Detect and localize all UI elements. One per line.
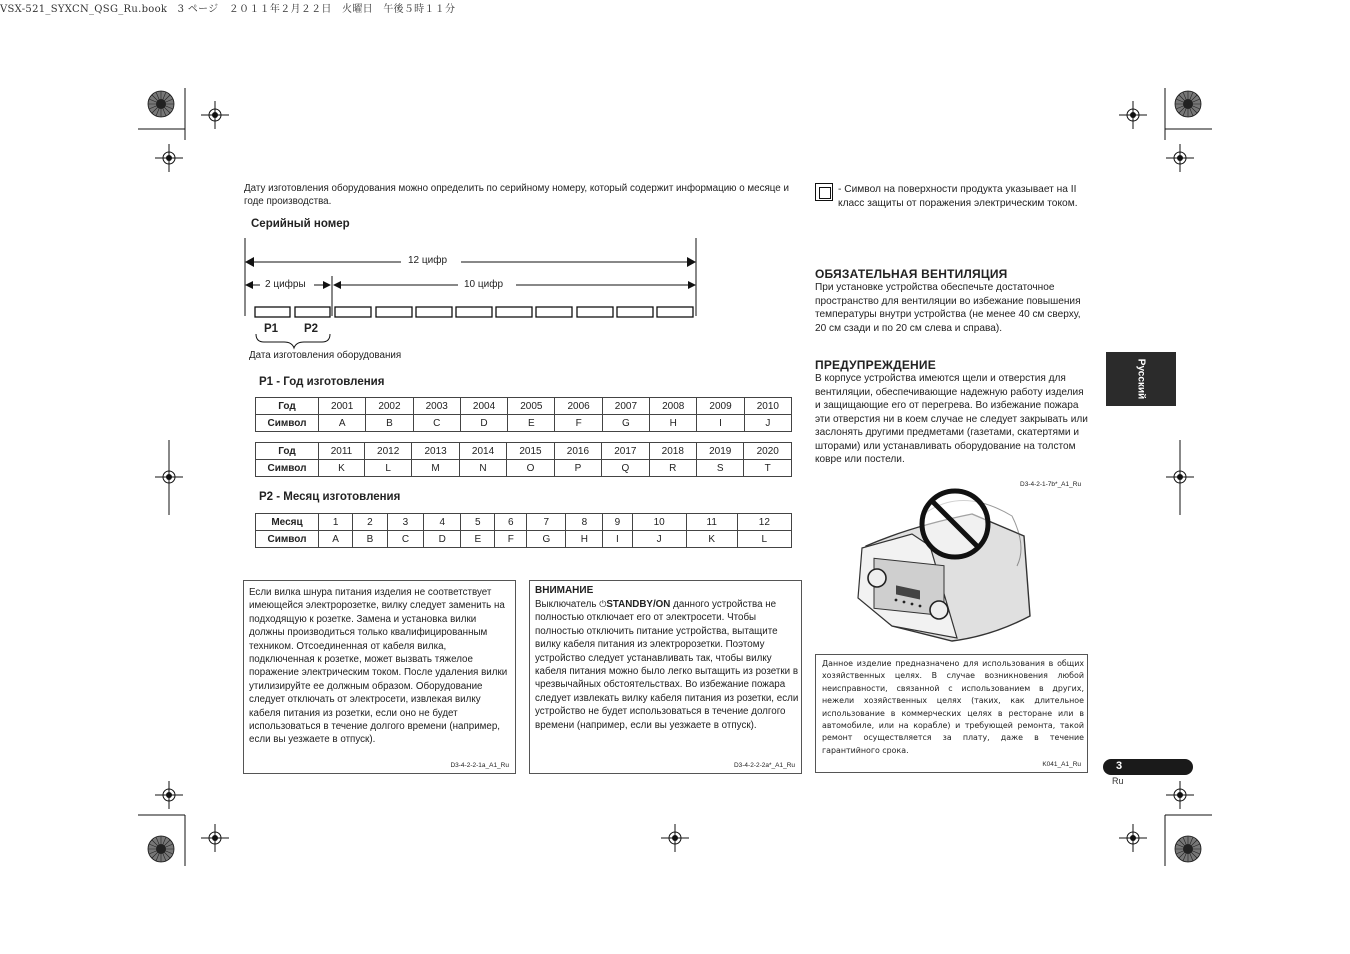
- table-cell: G: [602, 415, 649, 432]
- row-header-symbol: Символ: [256, 415, 319, 432]
- table-cell: 5: [461, 514, 495, 531]
- table-cell: 2010: [744, 398, 791, 415]
- table-cell: C: [387, 531, 424, 548]
- table-cell: 7: [527, 514, 566, 531]
- attention-text-before: Выключатель: [535, 599, 600, 610]
- table-cell: 2013: [412, 443, 459, 460]
- serial-number-diagram: [236, 236, 706, 366]
- plug-notice-box: [243, 580, 516, 774]
- row-header-year: Год: [256, 398, 319, 415]
- plug-notice-code: D3-4-2-2-1a_A1_Ru: [450, 762, 509, 769]
- power-icon: ⏻: [599, 599, 607, 609]
- table-cell: E: [461, 531, 495, 548]
- table-cell: 2020: [744, 443, 792, 460]
- table-row: [256, 460, 792, 477]
- table-cell: 2005: [508, 398, 555, 415]
- warning-title: ПРЕДУПРЕЖДЕНИЕ: [815, 358, 936, 372]
- warning-text: В корпусе устройства имеются щели и отверстия для вентиляции, обеспечивающие надежную работу изделия и защищающие его от перегрева. Во избежание пожара эти отверстия ни в коем случае не следует закрывать или заслонять другими предметами (газетами, скатертями и шторами) или устанавливать оборудование на толстом ковре или постели.: [815, 373, 1088, 465]
- table-cell: 10: [632, 514, 686, 531]
- table-cell: 2017: [602, 443, 649, 460]
- table-cell: 2014: [459, 443, 506, 460]
- table-cell: I: [603, 531, 632, 548]
- table-cell: N: [459, 460, 506, 477]
- page-language: Ru: [1112, 776, 1124, 786]
- table-cell: I: [697, 415, 744, 432]
- table-cell: A: [319, 415, 366, 432]
- table-cell: K: [319, 460, 365, 477]
- table-cell: 2002: [366, 398, 413, 415]
- table-cell: 2016: [554, 443, 601, 460]
- table-row: [256, 415, 792, 432]
- label-10-digits: 10 цифр: [464, 279, 504, 290]
- row-header-month: Месяц: [256, 514, 319, 531]
- table-cell: P: [554, 460, 601, 477]
- table-cell: 1: [319, 514, 353, 531]
- table-cell: M: [412, 460, 459, 477]
- label-p2: P2: [304, 323, 319, 335]
- serial-title: Серийный номер: [251, 218, 350, 230]
- table-cell: 2003: [413, 398, 460, 415]
- table-cell: G: [527, 531, 566, 548]
- table-cell: H: [566, 531, 603, 548]
- table-cell: T: [744, 460, 792, 477]
- table-cell: R: [649, 460, 696, 477]
- table-cell: 2015: [507, 443, 554, 460]
- table-cell: 2007: [602, 398, 649, 415]
- table-cell: Q: [602, 460, 649, 477]
- row-header-year: Год: [256, 443, 319, 460]
- table-cell: D: [460, 415, 507, 432]
- table-cell: 11: [686, 514, 737, 531]
- language-tab-label: Русский: [1135, 358, 1147, 400]
- table-cell: 2019: [697, 443, 744, 460]
- table-cell: 2001: [319, 398, 366, 415]
- page-number: 3: [1116, 760, 1123, 772]
- label-p1: P1: [264, 323, 279, 335]
- attention-text: [535, 598, 799, 732]
- table-cell: H: [650, 415, 697, 432]
- table-cell: 6: [495, 514, 527, 531]
- table-cell: B: [353, 531, 387, 548]
- table-cell: 2018: [649, 443, 696, 460]
- table-cell: 9: [603, 514, 632, 531]
- p1-title: P1 - Год изготовления: [259, 376, 385, 388]
- label-2-digits: 2 цифры: [265, 279, 306, 290]
- attention-box: [529, 580, 802, 774]
- table-cell: S: [697, 460, 744, 477]
- table-cell: 2004: [460, 398, 507, 415]
- attention-title: ВНИМАНИЕ: [535, 585, 594, 596]
- table-cell: K: [686, 531, 737, 548]
- covered-receiver-illustration: [852, 486, 1032, 646]
- p2-title: P2 - Месяц изготовления: [259, 491, 401, 503]
- ventilation-title: ОБЯЗАТЕЛЬНАЯ ВЕНТИЛЯЦИЯ: [815, 267, 1008, 281]
- table-cell: 2012: [364, 443, 411, 460]
- table-cell: L: [364, 460, 411, 477]
- book-header: VSX-521_SYXCN_QSG_Ru.book 3 ページ ２０１１年２月２２日 火曜日 午後５時１１分: [0, 4, 456, 15]
- intro-text: Дату изготовления оборудования можно определить по серийному номеру, который содержит информацию о месяце и годе производства.: [244, 183, 789, 207]
- attention-text-after: данного устройства не полностью отключает его от электросети. Чтобы полностью отключить питание устройства, вытащите вилку кабеля питания из электророзетки. Поэтому устройство следует устанавливать так, чтобы вилку кабеля питания можно было легко вытащить из розетки в чрезвычайных обстоятельствах. Во избежание пожара следует извлекать вилку кабеля питания из розетки, если устройство не будет использоваться в течение долгого времени (например, если вы уезжаете в отпуск).: [535, 599, 799, 731]
- table-cell: L: [737, 531, 791, 548]
- table-cell: B: [366, 415, 413, 432]
- household-notice-box: [815, 654, 1088, 773]
- table-row: [256, 443, 792, 460]
- table-cell: F: [555, 415, 602, 432]
- table-cell: 2009: [697, 398, 744, 415]
- table-row: [256, 398, 792, 415]
- ventilation-text: При установке устройства обеспечьте достаточное пространство для вентиляции во избежание повышения температуры внутри устройства (не менее 40 см сверху, 20 см сзади и по 20 см слева и справа).: [815, 282, 1081, 334]
- table-cell: F: [495, 531, 527, 548]
- plug-notice-text: Если вилка шнура питания изделия не соответствует имеющейся электророзетке, вилку следует заменить на подходящую к розетке. Замена и установка вилки должны производиться только квалифицированным техником. Отсоединенная от кабеля вилка, подключенная к розетке, может вызвать тяжелое поражение электрическим током. После удаления вилки утилизируйте ее должным образом. Оборудование следует отключать от электросети, извлекая вилку кабеля питания из розетки, если оно не будет использоваться в течение долгого времени (например, если вы уезжаете в отпуск).: [249, 587, 508, 746]
- table-cell: 3: [387, 514, 424, 531]
- month-table: [255, 513, 792, 548]
- row-header-symbol: Символ: [256, 460, 319, 477]
- table-row: [256, 514, 792, 531]
- table-cell: 2006: [555, 398, 602, 415]
- table-cell: 4: [424, 514, 461, 531]
- label-12-digits: 12 цифр: [408, 255, 448, 266]
- table-cell: J: [744, 415, 791, 432]
- page-number-badge: [1103, 759, 1193, 775]
- class-2-text: - Символ на поверхности продукта указывает на II класс защиты от поражения электрическим током.: [838, 184, 1078, 209]
- table-cell: C: [413, 415, 460, 432]
- class-2-icon: [815, 183, 833, 201]
- household-notice-code: K041_A1_Ru: [1042, 761, 1081, 768]
- table-row: [256, 531, 792, 548]
- date-caption: Дата изготовления оборудования: [249, 350, 402, 361]
- household-notice-text: Данное изделие предназначено для использования в общих хозяйственных целях. В случае возникновения любой неисправности, связанной с использованием в других, нежели хозяйственных целях (таких, как длительное использование в коммерческих целях в ресторане или в автомобиле, или на корабле) и требующей ремонта, такой ремонт осуществляется за плату, даже в течение гарантийного срока.: [822, 659, 1084, 755]
- row-header-symbol: Символ: [256, 531, 319, 548]
- table-cell: E: [508, 415, 555, 432]
- warning-code: D3-4-2-1-7b*_A1_Ru: [1020, 481, 1082, 488]
- attention-code: D3-4-2-2-2a*_A1_Ru: [733, 762, 795, 769]
- table-cell: 2: [353, 514, 387, 531]
- table-cell: D: [424, 531, 461, 548]
- table-cell: A: [319, 531, 353, 548]
- table-cell: 2011: [319, 443, 365, 460]
- table-cell: 2008: [650, 398, 697, 415]
- table-cell: 12: [737, 514, 791, 531]
- standby-label: STANDBY/ON: [606, 599, 671, 610]
- table-cell: O: [507, 460, 554, 477]
- table-cell: 8: [566, 514, 603, 531]
- year-table-2: [255, 442, 792, 477]
- year-table-1: [255, 397, 792, 432]
- table-cell: J: [632, 531, 686, 548]
- language-tab: [1106, 352, 1176, 406]
